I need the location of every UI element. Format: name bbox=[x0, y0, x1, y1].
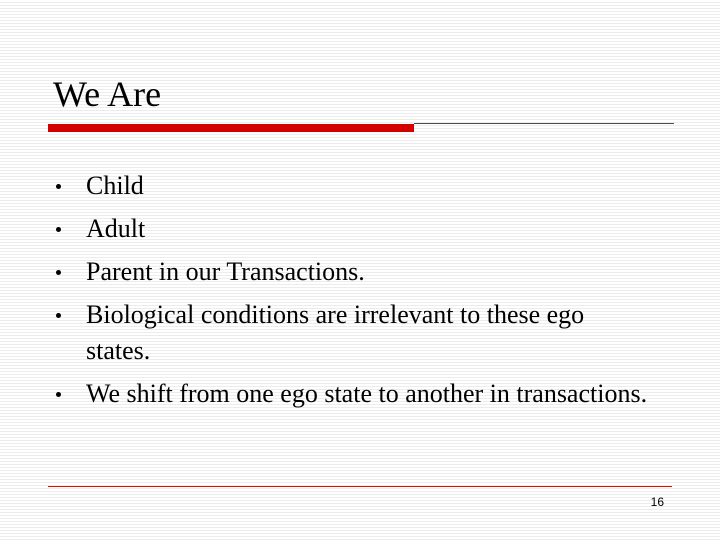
bullet-text: Biological conditions are irrelevant to these ego states. bbox=[86, 300, 585, 365]
bullet-item bbox=[52, 297, 652, 369]
bullet-text: Adult bbox=[86, 214, 146, 243]
bullet-item bbox=[52, 168, 652, 204]
bullet-dot-icon bbox=[56, 227, 61, 232]
bullet-list bbox=[52, 168, 652, 419]
footer-rule bbox=[48, 486, 672, 487]
bullet-text: We shift from one ego state to another in transactions. bbox=[86, 379, 648, 408]
bullet-text: Parent in our Transactions. bbox=[86, 257, 365, 286]
bullet-text: Child bbox=[86, 171, 144, 200]
bullet-item bbox=[52, 254, 652, 290]
bullet-item bbox=[52, 211, 652, 247]
title-underline-thick bbox=[48, 124, 414, 132]
bullet-dot-icon bbox=[56, 313, 61, 318]
title-underline-thin bbox=[414, 123, 674, 124]
page-number: 16 bbox=[650, 495, 664, 509]
bullet-item bbox=[52, 376, 652, 412]
bullet-dot-icon bbox=[56, 392, 61, 397]
bullet-dot-icon bbox=[56, 270, 61, 275]
bullet-dot-icon bbox=[56, 184, 61, 189]
slide-title: We Are bbox=[53, 74, 162, 114]
